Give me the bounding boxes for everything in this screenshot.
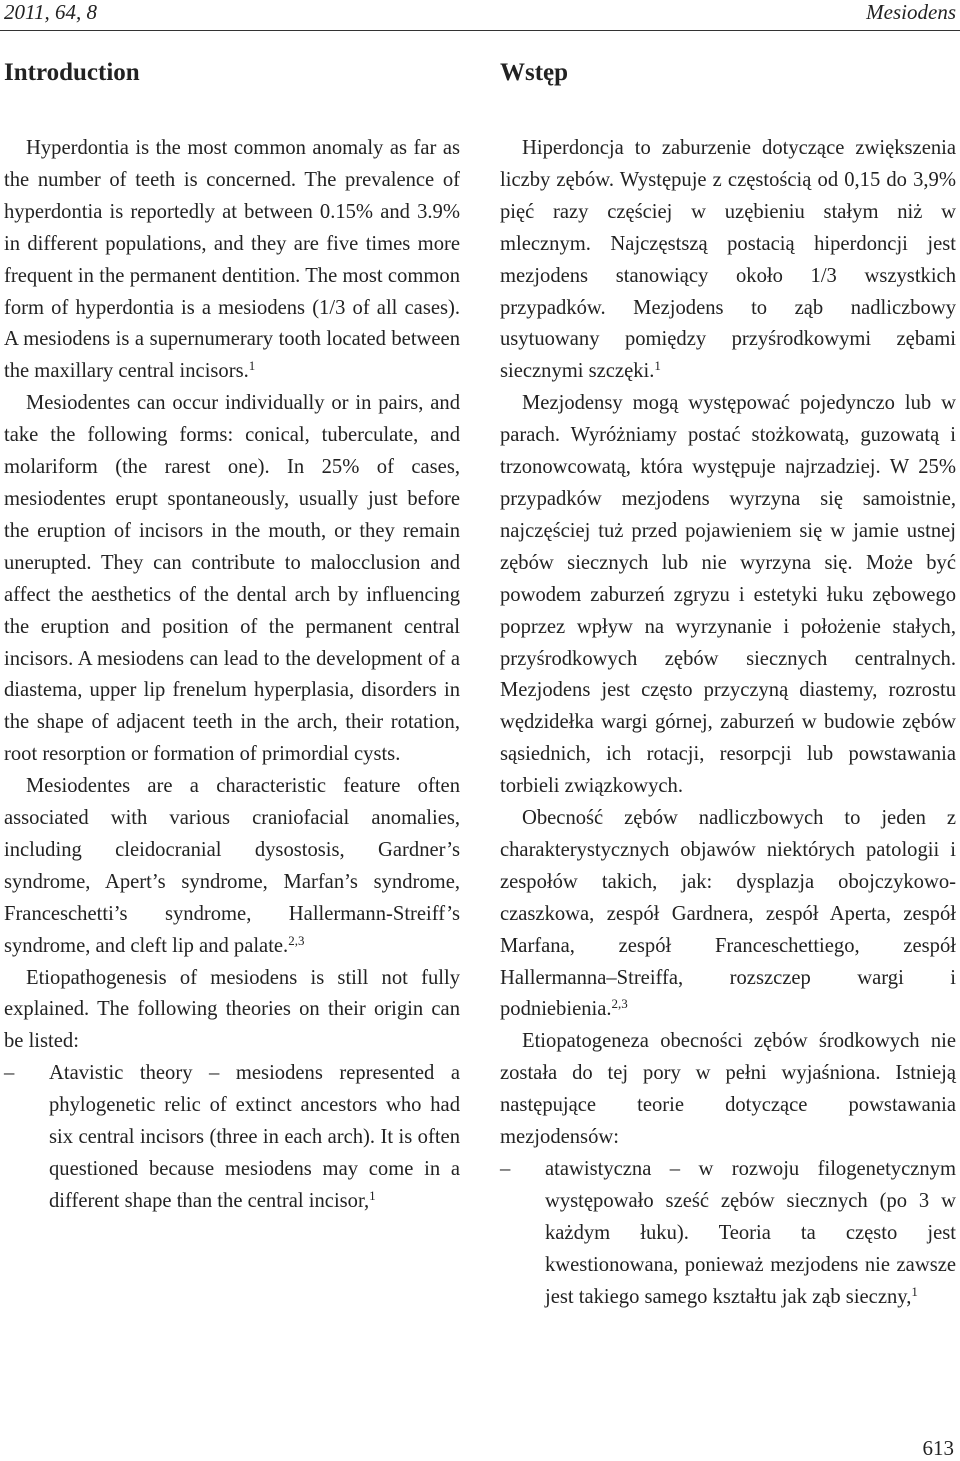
english-heading: Introduction <box>4 59 140 86</box>
english-paragraph-1-text: Hyperdontia is the most common anomaly as far as the number of teeth is concerned. The prevalence of hyperdontia is reportedly at between 0.15% and 3.9% in different populations, and they are five times more frequent in the permanent dentition. The most common form of hyperdontia is a mesiodens (1/3 of all cases). A mesiodens is a supernumerary tooth located between the maxillary central incisors. <box>4 137 460 383</box>
english-theory-list <box>4 1058 460 1218</box>
journal-citation: 2011, 64, 8 <box>4 0 97 24</box>
page-number: 613 <box>922 1436 954 1460</box>
english-ref-1: 1 <box>248 358 256 374</box>
english-column <box>4 56 460 1218</box>
polish-paragraph-1 <box>500 133 956 388</box>
running-title: Mesiodens <box>866 0 956 24</box>
english-paragraph-3-text: Mesiodentes are a characteristic feature often associated with various craniofacial anomalies, including cleidocranial dysostosis, Gardner’s syndrome, Apert’s syndrome, Marfan’s syndrome, Franceschetti’s syndrome, Hallermann-Streiff’s syndrome, and cleft lip and palate. <box>4 775 460 957</box>
polish-ref-3: 1 <box>911 1283 918 1299</box>
english-paragraph-1 <box>4 133 460 388</box>
polish-paragraph-2: Mezjodensy mogą występować pojedynczo lub w parach. Wyróżniamy postać stożkowatą, guzowatą i trzonowcowatą, która występuje najrzadziej. W 25% przypadków mezjodens wyrzyna się samoistnie, najczęściej tuż przed pojawieniem się w jamie ustnej zębów siecznych lub nie wyrzyna się. Może być powodem zaburzeń zgryzu i estetyki łuku zębowego poprzez wpływ na wyrzynanie i położenie stałych, przyśrodkowych zębów siecznych centralnych. Mezjodens jest często przyczyną diastemy, rozrostu wędzidełka wargi górnej, zaburzeń w budowie zębów sąsiednich, ich rotacji, resorpcji lub powstawania torbieli związkowych. <box>500 392 956 798</box>
english-paragraph-2: Mesiodentes can occur individually or in pairs, and take the following forms: conical, tuberculate, and molariform (the rarest one). In 25% of cases, mesiodentes erupt spontaneously, usually just before the eruption of incisors in the mouth, or they remain unerupted. They can contribute to malocclusion and affect the aesthetics of the dental arch by influencing the eruption and position of the permanent central incisors. A mesiodens can lead to the development of a diastema, upper lip frenelum hyperplasia, disorders in the shape of adjacent teeth in the arch, their rotation, root resorption or formation of primordial cysts. <box>4 392 460 766</box>
polish-column <box>500 56 956 1314</box>
polish-paragraph-3 <box>500 803 956 1026</box>
english-ref-2: 2,3 <box>288 932 305 948</box>
polish-paragraph-4: Etiopatogeneza obecności zębów środkowych nie została do tej pory w pełni wyjaśniona. Istnieją następujące teorie dotyczące powstawania mezjodensów: <box>500 1030 956 1149</box>
english-paragraph-4: Etiopathogenesis of mesiodens is still not fully explained. The following theories on their origin can be listed: <box>4 966 460 1053</box>
polish-paragraph-1-text: Hiperdoncja to zaburzenie dotyczące zwiększenia liczby zębów. Występuje z częstością od 0,15 do 3,9% pięć razy częściej w uzębieniu stałym niż w mlecznym. Najczęstszą postacią hiperdoncji jest mezjodens stanowiący około 1/3 wszystkich przypadków. Mezjodens to ząb nadliczbowy usytuowany pomiędzy przyśrodkowymi zębami siecznymi szczęki. <box>500 137 956 383</box>
polish-list-item <box>545 1154 956 1314</box>
english-paragraph-3 <box>4 771 460 962</box>
polish-ref-1: 1 <box>654 358 661 374</box>
english-ref-3: 1 <box>369 1187 376 1203</box>
polish-list-item-text: atawistyczna – w rozwoju filogenetycznym występowało sześć zębów siecznych (po 3 w każdym łuku). Teoria ta często jest kwestionowana, ponieważ mezjodens nie zawsze jest takiego samego kształtu jak ząb sieczny, <box>545 1158 956 1308</box>
polish-paragraph-3-text: Obecność zębów nadliczbowych to jeden z charakterystycznych objawów niektórych patologii i zespołów takich, jak: dysplazja obojczykowo-czaszkowa, zespół Gardnera, zespół Aperta, zespół Marfana, zespół Franceschettiego, zespół Hallermanna–Streiffa, rozszczep wargi i podniebienia. <box>500 807 956 1021</box>
polish-theory-list <box>500 1154 956 1314</box>
polish-ref-2: 2,3 <box>611 996 628 1012</box>
header-rule <box>0 30 960 31</box>
english-list-item <box>49 1058 460 1218</box>
polish-heading: Wstęp <box>500 59 569 86</box>
english-list-item-text: Atavistic theory – mesiodens represented a phylogenetic relic of extinct ancestors who had six central incisors (three in each arch). It is often questioned because mesiodens may come in a different shape than the central incisor, <box>49 1062 460 1212</box>
